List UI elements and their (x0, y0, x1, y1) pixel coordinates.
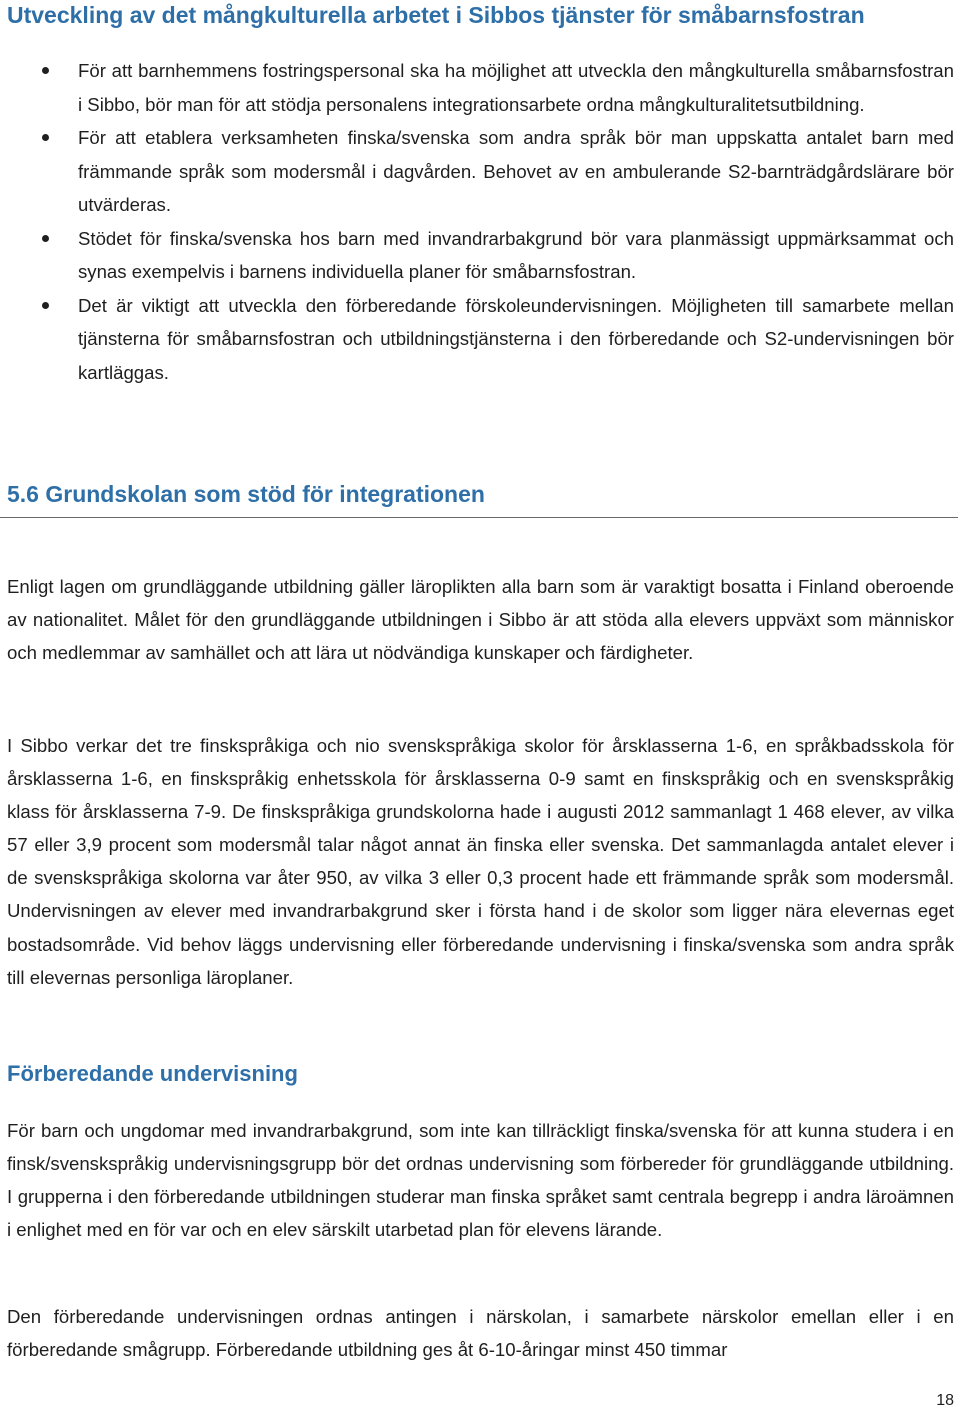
list-item-text: För att etablera verksamheten finska/svenska som andra språk bör man uppskatta antalet barn med främmande språk som modersmål i dagvården. Behovet av en ambulerande S2-barnträdgårdslärare bör utvärderas. (78, 127, 954, 215)
list-item-text: Det är viktigt att utveckla den förberedande förskoleundervisningen. Möjligheten till samarbete mellan tjänsterna för småbarnsfostran och utbildningstjänsterna i den förberedande och S2-undervisningen bör kartläggas. (78, 294, 954, 383)
paragraph: För barn och ungdomar med invandrarbakgrund, som inte kan tillräckligt finska/svenska för att kunna studera i en finsk/svenskspråkig undervisningsgrupp bör det ordnas undervisning som förbereder för grundläggande utbildning. I grupperna i den förberedande utbildningen studerar man finska språket samt centrala begrepp i andra läroämnen i enlighet med en för var och en elev särskilt utarbetad plan för elevens lärande. (7, 1120, 954, 1241)
bullet-icon (42, 302, 49, 309)
paragraph: Den förberedande undervisningen ordnas antingen i närskolan, i samarbete närskolor emellan eller i en förberedande smågrupp. Förberedande utbildning ges åt 6-10-åringar minst 450 timmar (7, 1306, 954, 1361)
section-divider (0, 517, 958, 518)
paragraph: I Sibbo verkar det tre finskspråkiga och nio svenskspråkiga skolor för årsklasserna 1-6, en språkbadsskola för årsklasserna 1-6, en finskspråkig enhetsskola för årsklasserna 0-9 samt en finskspråkig och en svenskspråkig klass för årsklasserna 7-9. De finskspråkiga grundskolorna hade i augusti 2012 sammanlagt 1 468 elever, av vilka 57 eller 3,9 procent som modersmål talar något annat än finska eller svenska. Det sammanlagda antalet elever i de svenskspråkiga skolorna var åter 950, av vilka 3 eller 0,3 procent hade ett främmande språk som modersmål. Undervisningen av elever med invandrarbakgrund sker i första hand i de skolor som ligger nära elevernas eget bostadsområde. Vid behov läggs undervisning eller förberedande undervisning i finska/svenska som andra språk till elevernas personliga läroplaner. (7, 735, 954, 988)
subsection-heading: Förberedande undervisning (7, 1061, 298, 1086)
list-item (0, 222, 960, 289)
list-item (0, 54, 960, 121)
list-item-text: För att barnhemmens fostringspersonal ska ha möjlighet att utveckla den mångkulturella småbarnsfostran i Sibbo, bör man för att stödja personalens integrationsarbete ordna mångkulturalitetsutbildning. (78, 60, 954, 115)
list-item-text: Stödet för finska/svenska hos barn med invandrarbakgrund bör vara planmässigt uppmärksammat och synas exempelvis i barnens individuella planer för småbarnsfostran. (78, 227, 954, 282)
bullet-icon (42, 235, 49, 242)
paragraph: Enligt lagen om grundläggande utbildning gäller läroplikten alla barn som är varaktigt bosatta i Finland oberoende av nationalitet. Målet för den grundläggande utbildningen i Sibbo är att stöda alla elevers uppväxt som människor och medlemmar av samhället och att lära ut nödvändiga kunskaper och färdigheter. (7, 576, 954, 664)
page-heading: Utveckling av det mångkulturella arbetet i Sibbos tjänster för småbarnsfostran (7, 2, 865, 28)
bullet-icon (42, 134, 49, 141)
section-heading: 5.6 Grundskolan som stöd för integrationen (7, 481, 485, 507)
bullet-icon (42, 67, 49, 74)
list-item (0, 121, 960, 222)
list-item (0, 289, 960, 390)
page-number: 18 (936, 1392, 954, 1409)
recommendation-list (0, 54, 960, 389)
